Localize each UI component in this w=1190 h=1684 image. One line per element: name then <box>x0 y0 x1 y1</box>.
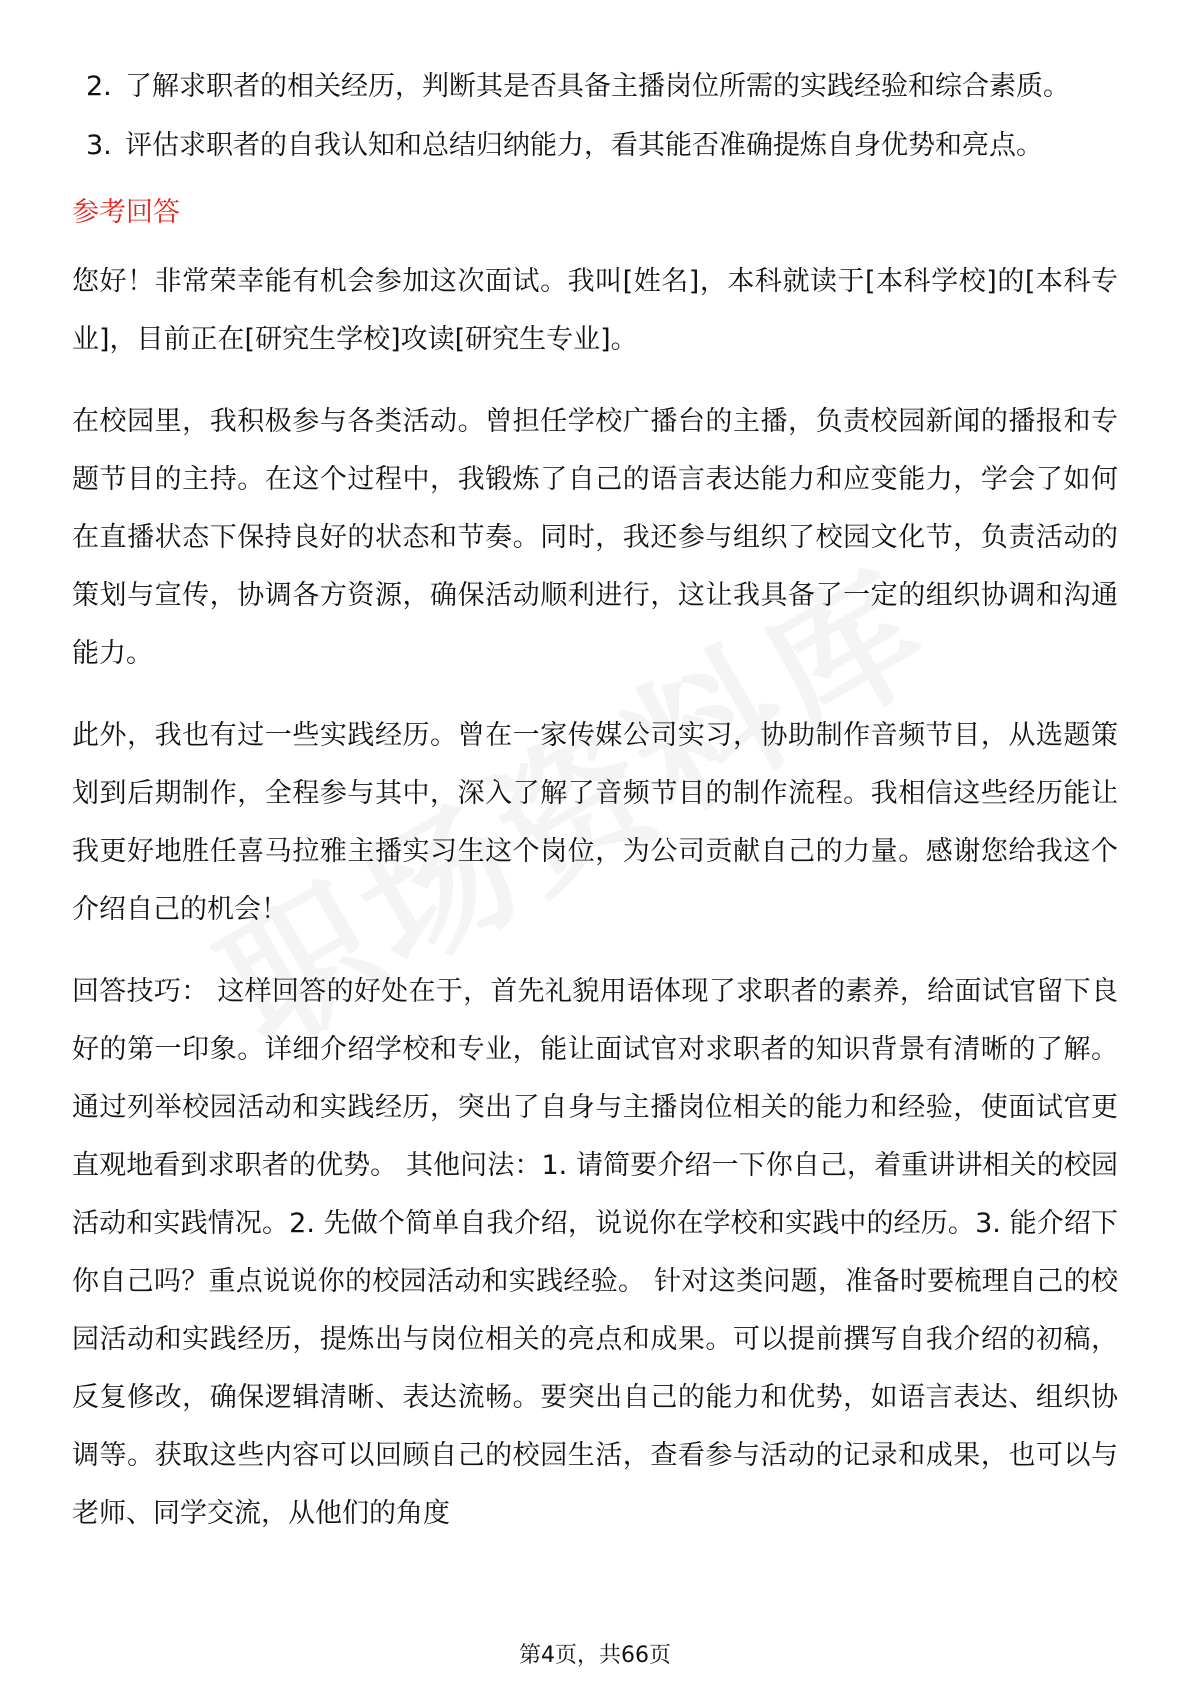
document-body <box>72 58 1118 1567</box>
list-item-text: 评估求职者的自我认知和总结归纳能力，看其能否准确提炼自身优势和亮点。 <box>125 130 1043 161</box>
list-item-number: 2. <box>86 71 112 102</box>
list-item-number: 3. <box>86 130 112 161</box>
paragraph: 在校园里，我积极参与各类活动。曾担任学校广播台的主播，负责校园新闻的播报和专题节目的主持。在这个过程中，我锻炼了自己的语言表达能力和应变能力，学会了如何在直播状态下保持良好的状态和节奏。同时，我还参与组织了校园文化节，负责活动的策划与宣传，协调各方资源，确保活动顺利进行，这让我具备了一定的组织协调和沟通能力。 <box>72 406 1118 669</box>
numbered-list <box>72 58 1118 174</box>
list-item-text: 了解求职者的相关经历，判断其是否具备主播岗位所需的实践经验和综合素质。 <box>125 71 1070 102</box>
list-item <box>72 58 1118 115</box>
paragraph: 回答技巧： 这样回答的好处在于，首先礼貌用语体现了求职者的素养，给面试官留下良好的第一印象。详细介绍学校和专业，能让面试官对求职者的知识背景有清晰的了解。通过列举校园活动和实践经历，突出了自身与主播岗位相关的能力和经验，使面试官更直观地看到求职者的优势。 其他问法：1. 请简要介绍一下你自己，着重讲讲相关的校园活动和实践情况。2. 先做个简单自我介绍，说说你在学校和实践中的经历。3. 能介绍下你自己吗？重点说说你的校园活动和实践经验。 针对这类问题，准备时要梳理自己的校园活动和实践经历，提炼出与岗位相关的亮点和成果。可以提前撰写自我介绍的初稿，反复修改，确保逻辑清晰、表达流畅。要突出自己的能力和优势，如语言表达、组织协调等。获取这些内容可以回顾自己的校园生活，查看参与活动的记录和成果，也可以与老师、同学交流，从他们的角度 <box>72 976 1118 1529</box>
paragraph: 此外，我也有过一些实践经历。曾在一家传媒公司实习，协助制作音频节目，从选题策划到后期制作，全程参与其中，深入了解了音频节目的制作流程。我相信这些经历能让我更好地胜任喜马拉雅主播实习生这个岗位，为公司贡献自己的力量。感谢您给我这个介绍自己的机会！ <box>72 720 1118 925</box>
page-number: 第4页，共66页 <box>519 1643 671 1668</box>
list-item <box>72 117 1118 174</box>
paragraph: 您好！非常荣幸能有机会参加这次面试。我叫[姓名]，本科就读于[本科学校]的[本科专业]，目前正在[研究生学校]攻读[研究生专业]。 <box>72 266 1118 355</box>
section-heading: 参考回答 <box>72 197 180 228</box>
